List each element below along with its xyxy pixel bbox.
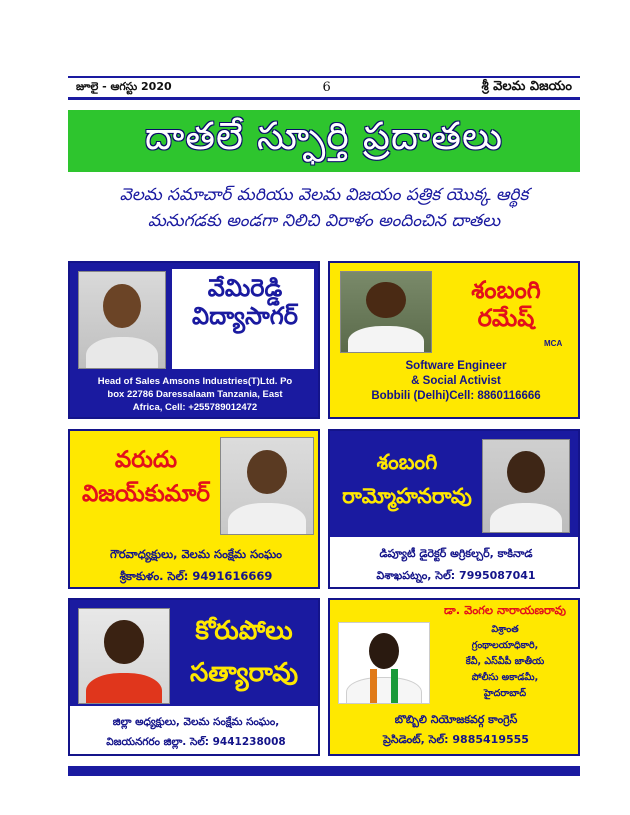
- donor-name: [174, 610, 314, 694]
- donor-title: [434, 622, 576, 702]
- issue-date: జూలై - ఆగస్టు 2020: [76, 79, 172, 93]
- title-banner: [68, 110, 580, 172]
- donor-name-line-1: శంబంగి: [471, 276, 541, 304]
- donor-details: [74, 543, 318, 587]
- donor-detail-line: Africa, Cell: +255789012472: [132, 402, 258, 413]
- donor-detail-line: విజయనగరం జిల్లా. సెల్: 9441238008: [106, 736, 286, 748]
- donor-name: [78, 443, 214, 511]
- donor-details: [334, 359, 578, 404]
- donor-title-line: హైదరాబాద్: [483, 688, 527, 699]
- donor-detail-line: గౌరవాధ్యక్షులు, వెలమ సంక్షేమ సంఘం: [110, 547, 282, 561]
- donor-detail-line: విశాఖపట్నం, సెల్: 7995087041: [376, 569, 536, 582]
- donor-detail-line: Head of Sales Amsons Industries(T)Ltd. Po: [97, 376, 293, 387]
- donor-photo: [78, 608, 170, 704]
- donor-photo: [220, 437, 314, 535]
- donor-photo: [338, 622, 430, 704]
- donor-name: [438, 277, 574, 332]
- donor-name-line-1: వేమిరెడ్డి: [207, 274, 283, 302]
- donor-details: [334, 543, 578, 587]
- donor-photo: [78, 271, 166, 369]
- donor-title-line: పోలీసు అకాడమీ,: [471, 672, 539, 683]
- page-number: 6: [322, 80, 331, 95]
- donor-detail-line: డిప్యూటీ డైరెక్టర్ అగ్రికల్చర్, కాకినాడ: [379, 547, 533, 560]
- donor-name: [178, 275, 312, 330]
- donor-title-line: విశ్రాంత: [491, 624, 519, 635]
- donor-detail-line: ప్రెసిడెంట్, సెల్: 9885419555: [383, 733, 529, 746]
- page-header: [68, 76, 580, 100]
- donor-name: [336, 445, 478, 513]
- degree-label: MCA: [544, 339, 563, 348]
- scarf-stripe: [370, 669, 377, 703]
- publication-name: శ్రీ వెలమ విజయం: [481, 78, 572, 94]
- donor-detail-line: Bobbili (Delhi)Cell: 8860116666: [371, 390, 541, 402]
- donor-detail-line: Software Engineer: [405, 360, 507, 372]
- donor-name-line-2: రామ్మోహనరావు: [342, 484, 472, 508]
- scarf-stripe: [391, 669, 398, 703]
- donor-detail-line: బొబ్బిలి నియోజకవర్గ కాంగ్రెస్: [394, 713, 518, 726]
- newsletter-page: [68, 76, 580, 778]
- donor-name-line-1: కోరుపోలు: [195, 616, 293, 646]
- page-footer-bar: [68, 766, 580, 776]
- donor-detail-line: & Social Activist: [411, 375, 501, 387]
- donor-name-line-2: విజయ్‌కుమార్: [81, 481, 211, 507]
- donor-details: [334, 710, 578, 750]
- donor-details: [74, 375, 316, 414]
- subtitle-line-2: మనుగడకు అండగా నిలిచి విరాళం అందించిన దాతలు: [147, 211, 501, 231]
- donor-photo: [482, 439, 570, 533]
- page-title: దాతలే స్ఫూర్తి ప్రదాతలు: [144, 114, 504, 158]
- donor-detail-line: జిల్లా అధ్యక్షులు, వెలమ సంక్షేమ సంఘం,: [112, 716, 280, 728]
- donor-card-narayanarao: [328, 598, 580, 756]
- donor-name: డా. వెంగల నారాయణరావు: [444, 603, 566, 617]
- donor-card-vijaykumar: [68, 429, 320, 589]
- donor-title-line: గ్రంథాలయాధికారి,: [471, 640, 539, 651]
- donor-name-line-1: వరుదు: [114, 447, 178, 473]
- donor-details: [74, 712, 318, 752]
- donor-name-line-2: సత్యారావు: [189, 658, 299, 688]
- donor-card-rammohanarao: [328, 429, 580, 589]
- donor-title-line: కేవీ, ఎస్‌వీపీ జాతీయ: [465, 656, 545, 667]
- donor-photo: [340, 271, 432, 353]
- donor-name-line-1: శంబంగి: [376, 450, 438, 474]
- subtitle: [68, 182, 580, 234]
- donor-card-ramesh: [328, 261, 580, 419]
- donor-detail-line: శ్రీకాకుళం. సెల్: 9491616669: [119, 569, 273, 583]
- subtitle-line-1: వెలమ సమాచార్ మరియు వెలమ విజయం పత్రిక యొక్క ఆర్థిక: [119, 185, 529, 205]
- donor-name-line-2: రమేష్: [477, 303, 535, 332]
- donor-detail-line: box 22786 Daressalaam Tanzania, East: [107, 389, 283, 400]
- donor-card-vemireddy: [68, 261, 320, 419]
- donor-card-satyarao: [68, 598, 320, 756]
- donor-name-line-2: విద్యాసాగర్: [192, 301, 298, 330]
